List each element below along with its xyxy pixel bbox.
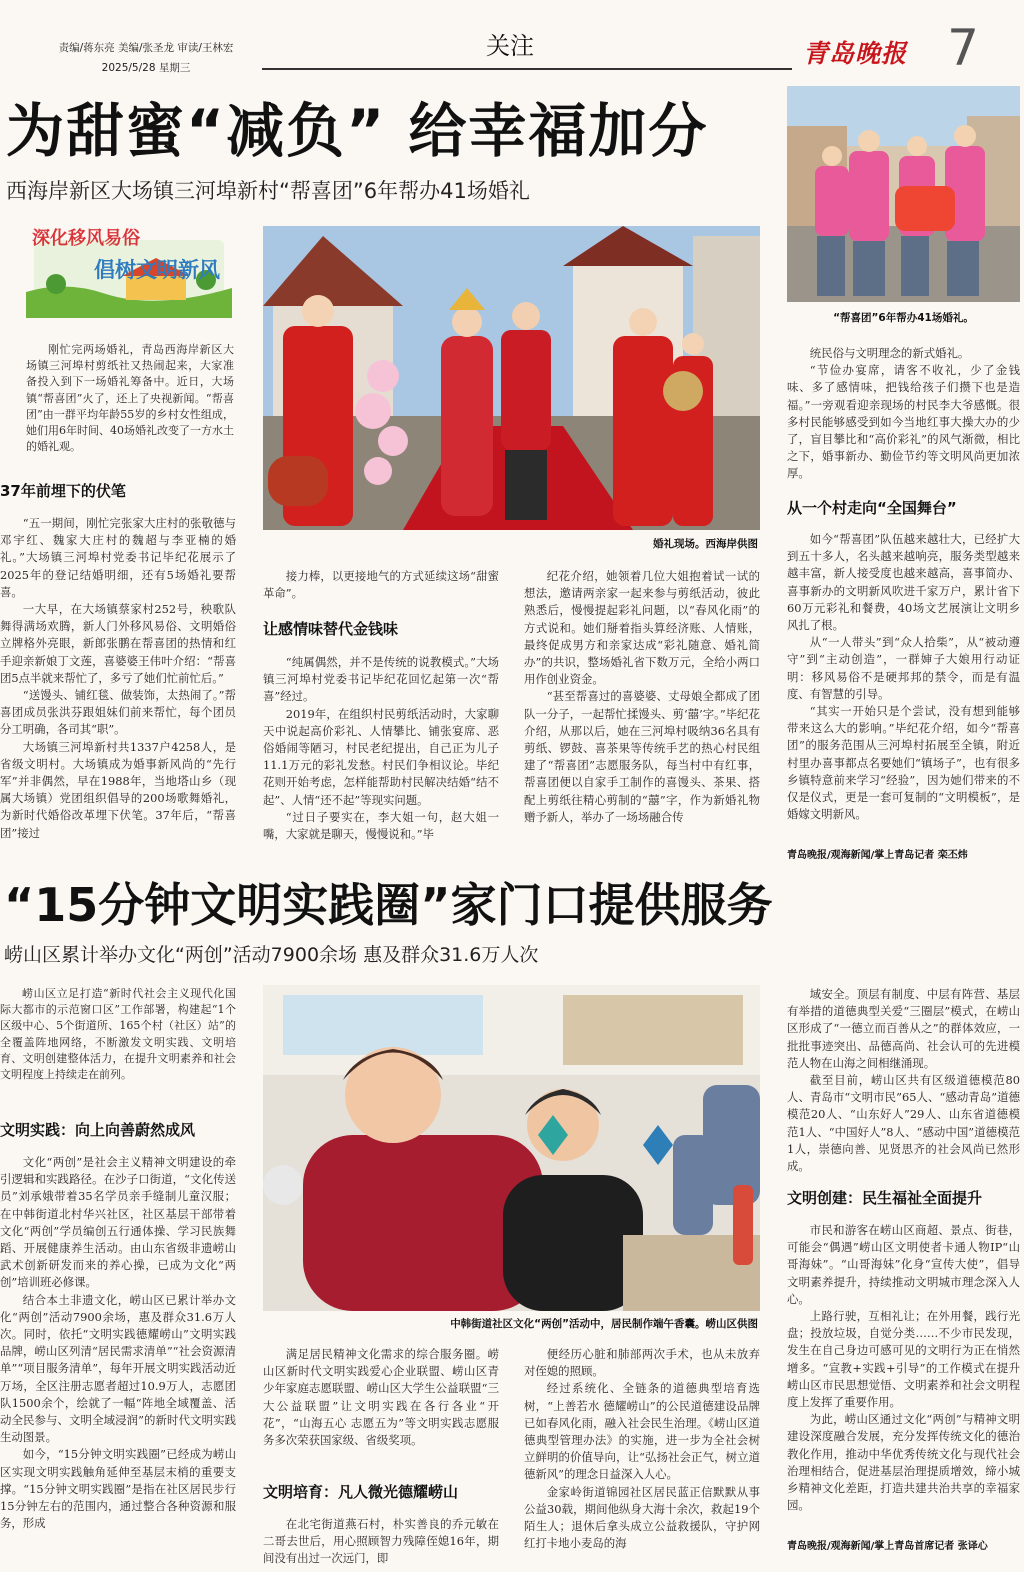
- campaign-badge: [26, 222, 232, 318]
- paragraph: “甚至帮喜过的喜婆婆、丈母娘全都成了团队一分子，一起帮忙揉馒头、剪‘囍’字。”毕纪花介绍，从那以后，她在三河埠村吸纳36名具有剪纸、锣鼓、喜茶果等传统手艺的热心村民组建了“帮喜团”志愿服务队，每当村中有红事，帮喜团便以自家手工制作的喜馒头、茶果、搭配上剪纸往精心剪制的“囍”字，作为新婚礼物赠予新人，举办了一场场融合传: [524, 689, 760, 824]
- paragraph: “节俭办宴席，请客不收礼，少了金钱味、多了感情味，把钱给孩子们攒下也是造福。”一旁观看迎亲现场的村民李大爷感慨。很多村民能够感受到如今当地红事大操大办的少了，盲目攀比和“高价彩礼”的风气渐微，相比之下，婚事新办、勤俭节约等文明风尚更加浓厚。: [787, 363, 1020, 481]
- badge-line2: 倡树文明新风: [94, 258, 220, 282]
- article2-col2-body2: [263, 1516, 499, 1570]
- header-editors: 责编/蒋东亮 美编/张圣龙 审读/王林宏: [58, 42, 234, 54]
- paragraph: 结合本土非遗文化，崂山区已累计举办文化“两创”活动7900余场，惠及群众31.6万人次。同时，依托“文明实践德耀崂山”文明实践品牌，崂山区列清“居民需求清单”“社会资源清单”“项目服务清单”，每年开展文明实践活动近万场，全区注册志愿者超过10.9万人，志愿团队1500余个，绘就了一幅“阵地全域覆盖、活动全民参与、文明全域浸润”的新时代文明实践生动图景。: [0, 1292, 236, 1445]
- article1-subtitle: 西海岸新区大场镇三河埠新村“帮喜团”6年帮办41场婚礼: [6, 179, 530, 203]
- article2-byline: 青岛晚报/观海新闻/掌上青岛首席记者 张译心: [787, 1541, 988, 1552]
- paragraph: 截至目前，崂山区共有区级道德模范80人、青岛市“文明市民”65人、“感动青岛”道德模范20人、“山东好人”29人、山东省道德模范1人、“中国好人”8人、“感动中国”道德模范1人，崇德向善、见贤思齐的社会风尚已然形成。: [787, 1073, 1020, 1174]
- article1-col4-body: [787, 345, 1020, 487]
- paragraph: 满足居民精神文化需求的综合服务圈。崂山区新时代文明实践爱心企业联盟、崂山区青少年家庭志愿联盟、崂山区大学生公益联盟“三大公益联盟”让文明实践在各行各业“开花”，“山海五心 志愿五为”等文明实践志愿服务多次荣获国家级、省级奖项。: [263, 1347, 499, 1448]
- paragraph: “过日子要实在，李大姐一句，赵大姐一嘴，大家就是聊天，慢慢说和。”毕: [263, 809, 499, 842]
- article1-title: 为甜蜜“减负” 给幸福加分: [6, 97, 709, 165]
- paragraph: 市民和游客在崂山区商超、景点、街巷，可能会“偶遇”崂山区文明使者卡通人物IP“山哥海妹”。“山哥海妹”化身“宣传大使”，倡导文明素养提升，持续推动文明城市理念深入人心。: [787, 1223, 1020, 1306]
- article1-col2-body: [263, 568, 499, 604]
- article1-col4-body2: [787, 531, 1020, 841]
- article2-col2-body: [263, 1346, 499, 1470]
- article1-section1-title: 37年前埋下的伏笔: [0, 482, 126, 500]
- paragraph: 金家岭街道锦园社区居民蓝正信默默从事公益30载，期间他纵身大海十余次，救起19个陌生人；退休后拿头成立公益救援队，守护网红打卡地小麦岛的海: [524, 1484, 760, 1551]
- side-photo: [787, 86, 1020, 302]
- paragraph: 纪花介绍，她领着几位大姐抱着试一试的想法，邀请两亲家一起来参与剪纸活动，彼此熟悉后，慢慢提起彩礼问题，以“春风化雨”的方式说和。她们掰着指头算经济账、人情账，最终促成男方和亲家达成“彩礼随意、婚礼简办”的共识，整场婚礼省下数万元，全给小两口用作创业资金。: [524, 569, 760, 687]
- paragraph: 统民俗与文明理念的新式婚礼。: [809, 346, 970, 360]
- paragraph: 如今“帮喜团”队伍越来越壮大，已经扩大到五十多人，名头越来越响亮，服务类型越来越丰富，新人接受度也越来越高，喜事简办、喜事新办的文明新风吹进千家万户，累计省下60万元彩礼和餐费，40场文艺展演让文明乡风扎了根。: [787, 532, 1020, 633]
- article2-col3-body: [524, 1346, 760, 1570]
- paragraph: “五一期间，刚忙完张家大庄村的张敬德与邓宇红、魏家大庄村的魏超与李亚楠的婚礼。”大场镇三河埠村党委书记毕纪花展示了2025年的登记结婚明细，还有5场婚礼要帮喜。: [0, 516, 236, 599]
- section-label: 关注: [486, 32, 534, 60]
- sachet-photo: [263, 985, 760, 1311]
- article2-title: “15分钟文明实践圈”家门口提供服务: [4, 878, 773, 932]
- article2-section2-title: 文明培育：凡人微光德耀崂山: [263, 1483, 459, 1501]
- paragraph: 在北宅街道燕石村，朴实善良的乔元敏在二哥去世后，用心照顾智力残障侄媳16年，期间没有出过一次远门，即: [263, 1517, 499, 1566]
- paragraph: 文化“两创”是社会主义精神文明建设的牵引逻辑和实践路径。在沙子口街道，“文化传送员”刘承娥带着35名学员亲手缝制儿童汉服；在中韩街道北村华兴社区，社区基层干部带着文化“两创”学员编创五行通体操、学习民族舞蹈、开展健康养生活动。由山东省级非遗崂山武术创新研发而来的养心操，已成为文化“两创”培训班必修课。: [0, 1155, 236, 1290]
- paragraph: 从“一人带头”到“众人拾柴”，从“被动遵守”到“主动创造”，一群婶子大娘用行动证明：移风易俗不是硬邦邦的禁令，而是有温度、有智慧的引导。: [787, 635, 1020, 701]
- article2-col4-body2: [787, 1222, 1020, 1538]
- paragraph: 一大早，在大场镇蔡家村252号，秧歌队舞得满场欢腾，新人门外移风易俗、文明婚俗立牌格外亮眼，新郎张鹏在帮喜团的热情和红手迎亲新娘丁文莲，喜婆婆王伟叶介绍：“帮喜团5点半就来帮忙了，多亏了她们忙前忙后。”: [0, 602, 236, 685]
- article1-col3-body: [524, 568, 760, 864]
- article2-col4-body: [787, 986, 1020, 1176]
- article1-section2-title: 让感情味替代金钱味: [263, 620, 399, 638]
- header-rule: [262, 68, 792, 70]
- paragraph: “其实一开始只是个尝试，没有想到能够带来这么大的影响。”毕纪花介绍，如今“帮喜团”的服务范围从三河埠村拓展至全镇，附近村里办喜事都点名要她们“镇场子”，也有很多乡镇特意前来学习“经验”，因为她们带来的不仅是仪式，更是一套可复制的“文明模板”，是婚嫁文明新风。: [787, 704, 1020, 822]
- brand-logo: 青岛晚报: [803, 39, 908, 68]
- sachet-photo-caption: 中韩街道社区文化“两创”活动中，居民制作端午香囊。崂山区供图: [450, 1318, 758, 1330]
- article2-section1-title: 文明实践：向上向善蔚然成风: [0, 1121, 196, 1139]
- paragraph: 接力棒，以更接地气的方式延续这场“甜蜜革命”。: [263, 569, 499, 601]
- paragraph: 域安全。顶层有制度、中层有阵营、基层有举措的道德典型关爱“三圈层”模式，在崂山区形成了“一德立而百善从之”的群体效应，一批批事迹突出、品德高尚、社会认可的先进模范人物在山海之间相继涌现。: [787, 987, 1020, 1070]
- paragraph: “纯属偶然，并不是传统的说教模式。”大场镇三河埠村党委书记毕纪花回忆起第一次“帮喜”经过。: [263, 655, 499, 704]
- paragraph: 上路行驶，互相礼让；在外用餐，践行光盘；投放垃圾，自觉分类……不少市民发现，发生在自己身边可感可见的文明行为正在悄然增多。“宣教+实践+引导”的工作模式在提升崂山区市民思想觉悟、文明素养和社会文明程度上发挥了重要作用。: [787, 1309, 1020, 1410]
- wedding-photo-caption: 婚礼现场。西海岸供图: [653, 538, 758, 550]
- paragraph: 为此，崂山区通过文化“两创”与精神文明建设深度融合发展，充分发挥传统文化的德治教化作用，推动中华优秀传统文化与现代社会治理相结合，促进基层治理提质增效，缔小城乡精神文化差距，打造共建共治共享的幸福家园。: [787, 1412, 1020, 1513]
- paragraph: “送馒头、铺红毯、做装饰，太热闹了。”帮喜团成员张洪芬跟姐妹们前来帮忙，每个团员分工明确，各司其“职”。: [0, 688, 236, 737]
- article1-lead: 刚忙完两场婚礼，青岛西海岸新区大场镇三河埠村剪纸社又热闹起来，大家准备投入到下一场婚礼筹备中。近日，大场镇“帮喜团”火了，还上了央视新闻。“帮喜团”由一群平均年龄55岁的乡村女性组成，她们用6年时间、40场婚礼改变了一方水土的婚礼观。: [26, 343, 234, 454]
- article2-lead: 崂山区立足打造“新时代社会主义现代化国际大都市的示范窗口区”工作部署，构建起“1个区级中心、5个街道所、165个村（社区）站”的全覆盖阵地网络，不断激发文明实践、文明培育、文明创建整体活力，在提升文明素养和社会文明程度上持续走在前列。: [0, 987, 236, 1082]
- paragraph: 2019年，在组织村民剪纸活动时，大家聊天中说起高价彩礼、人情攀比、铺张宴席、恶俗婚闹等陋习，村民老纪提出，自己正为儿子11.1万元的彩礼发愁。村民们争相议论。毕纪花则开始考虑，怎样能帮助村民解决结婚“结不起”、人情“还不起”等现实问题。: [263, 706, 499, 807]
- article2-subtitle: 崂山区累计举办文化“两创”活动7900余场 惠及群众31.6万人次: [4, 944, 539, 966]
- article1-section3-title: 从一个村走向“全国舞台”: [787, 499, 957, 517]
- paragraph: 便经历心脏和肺部两次手术，也从未放弃对侄媳的照顾。: [524, 1347, 760, 1379]
- article1-col2-body2: [263, 654, 499, 864]
- article1-col1-body: [0, 515, 236, 863]
- paragraph: 大场镇三河埠新村共1337户4258人，是省级文明村。大场镇成为婚事新风尚的“先行军”并非偶然，早在1988年，当地塔山乡（现属大场镇）党团组织倡导的200场歌舞婚礼，为新时代婚俗改革埋下伏笔。37年后，“帮喜团”接过: [0, 739, 236, 840]
- article1-byline: 青岛晚报/观海新闻/掌上青岛记者 栾丕炜: [787, 850, 968, 861]
- wedding-photo: [263, 226, 760, 530]
- article2-section3-title: 文明创建：民生福祉全面提升: [787, 1189, 983, 1207]
- badge-line1: 深化移风易俗: [32, 228, 140, 249]
- header-date: 2025/5/28 星期三: [101, 62, 191, 74]
- page-number: 7: [947, 19, 979, 77]
- paragraph: 经过系统化、全链条的道德典型培育选树，“上善若水 德耀崂山”的公民道德建设品牌已如春风化雨，融入社会民生治理。《崂山区道德典型管理办法》的实施，进一步为全社会树立鲜明的价值导向，让“弘扬社会正气，树立道德新风”的理念日益深入人心。: [524, 1381, 760, 1482]
- article2-col1-body: [0, 1154, 236, 1570]
- side-photo-caption: “帮喜团”6年帮办41场婚礼。: [833, 312, 974, 324]
- paragraph: 如今，“15分钟文明实践圈”已经成为崂山区实现文明实践触角延伸至基层末梢的重要支撑。“15分钟文明实践圈”是指在社区居民步行15分钟左右的范围内，通过整合各种资源和服务，形成: [0, 1447, 236, 1531]
